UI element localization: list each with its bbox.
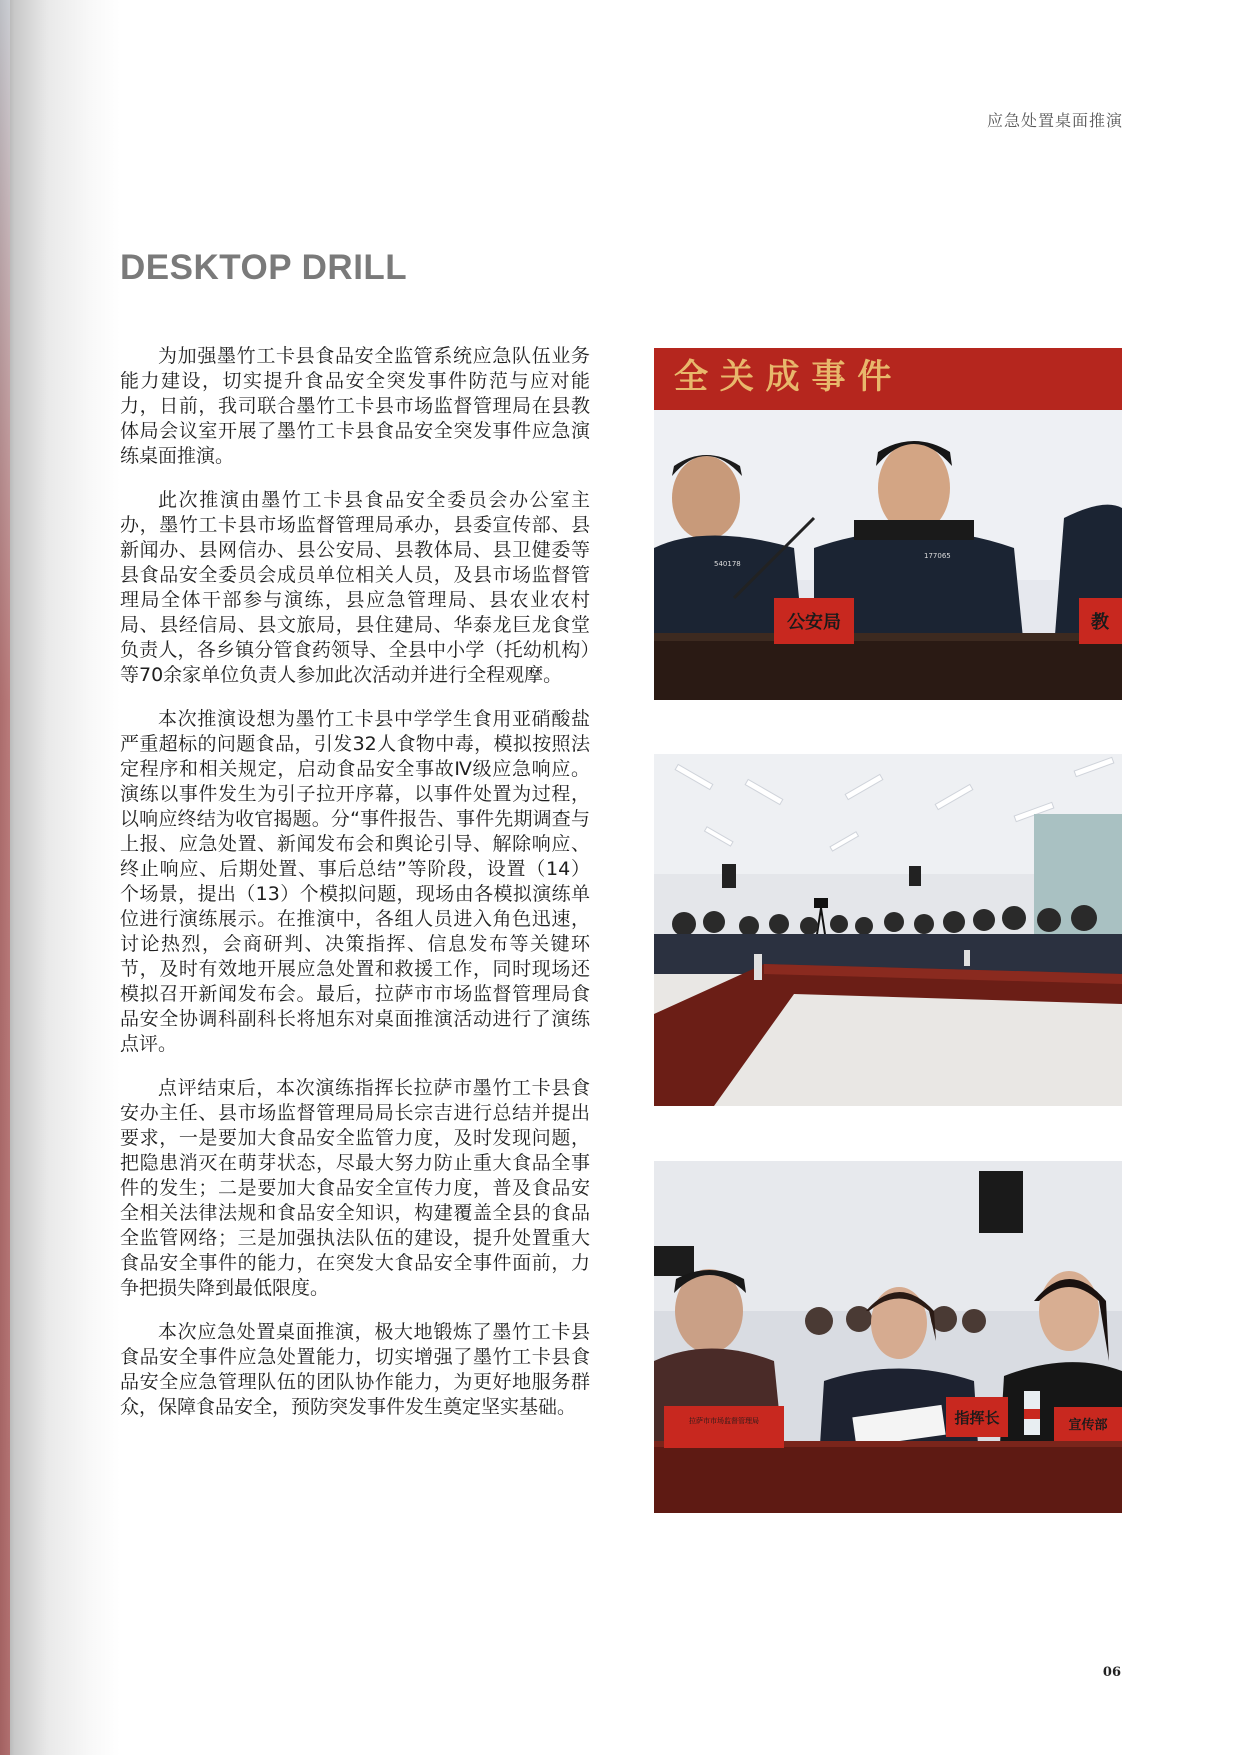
paragraph-3: 本次推演设想为墨竹工卡县中学学生食用亚硝酸盐严重超标的问题食品，引发32人食物中毒，模拟按照法定程序和相关规定，启动食品安全事故Ⅳ级应急响应。演练以事件发生为引子拉开序幕，以事件处置为过程，以响应终结为收官揭题。分“事件报告、事件先期调查与上报、应急处置、新闻发布会和舆论引导、解除响应、终止响应、后期处置、事后总结”等阶段，设置（14）个场景，提出（13）个模拟问题，现场由各模拟演练单位进行演练展示。在推演中，各组人员进入角色迅速，讨论热烈，会商研判、决策指挥、信息发布等关键环节，及时有效地开展应急处置和救援工作，同时现场还模拟召开新闻发布会。最后，拉萨市市场监督管理局食品安全协调科副科长将旭东对桌面推演活动进行了演练点评。 <box>120 708 590 1055</box>
page-number: 06 <box>1102 1665 1121 1680</box>
photo-conference-room <box>654 754 1122 1106</box>
photo-conference-room-image <box>654 754 1122 1106</box>
svg-text:宣传部: 宣传部 <box>1068 1418 1108 1433</box>
svg-text:指挥长: 指挥长 <box>954 1409 1000 1427</box>
photo-officers-speaking-image <box>654 348 1122 700</box>
nameplate <box>664 1406 784 1448</box>
photo-officers-speaking <box>654 348 1122 700</box>
svg-text:177065: 177065 <box>924 552 951 560</box>
paragraph-5: 本次应急处置桌面推演，极大地锻炼了墨竹工卡县食品安全事件应急处置能力，切实增强了墨竹工卡县食品安全应急管理队伍的团队协作能力，为更好地服务群众，保障食品安全，预防突发事件发生奠定坚实基础。 <box>120 1321 590 1418</box>
article-body <box>120 344 590 1439</box>
svg-text:全 关 成 事 件: 全 关 成 事 件 <box>674 357 892 397</box>
article-title: DESKTOP DRILL <box>120 248 408 287</box>
photo-participants-writing <box>654 1161 1122 1513</box>
paragraph-2: 此次推演由墨竹工卡县食品安全委员会办公室主办，墨竹工卡县市场监督管理局承办，县委宣传部、县新闻办、县网信办、县公安局、县教体局、县卫健委等县食品安全委员会成员单位相关人员，及县市场监督管理局全体干部参与演练，县应急管理局、县农业农村局、县经信局、县文旅局，县住建局、华泰龙巨龙食堂负责人，各乡镇分管食药领导、全县中小学（托幼机构）等70余家单位负责人参加此次活动并进行全程观摩。 <box>120 489 590 686</box>
paragraph-1: 为加强墨竹工卡县食品安全监管系统应急队伍业务能力建设，切实提升食品安全突发事件防范与应对能力，日前，我司联合墨竹工卡县市场监督管理局在县教体局会议室开展了墨竹工卡县食品安全突发事件应急演练桌面推演。 <box>120 345 590 467</box>
svg-text:教: 教 <box>1091 612 1109 633</box>
paragraph-4: 点评结束后，本次演练指挥长拉萨市墨竹工卡县食安办主任、县市场监督管理局局长宗吉进行总结并提出要求，一是要加大食品安全监管力度，及时发现问题，把隐患消灭在萌芽状态，尽最大努力防止重大食品全事件的发生；二是要加大食品安全宣传力度，普及食品安全相关法律法规和食品安全知识，构建覆盖全县的食品全监管网络；三是加强执法队伍的建设，提升处置重大食品安全事件的能力，在突发大食品安全事件面前，力争把损失降到最低限度。 <box>120 1077 590 1299</box>
svg-text:公安局: 公安局 <box>787 612 841 633</box>
svg-text:540178: 540178 <box>714 560 741 568</box>
svg-text:拉萨市市场监督管理局: 拉萨市市场监督管理局 <box>689 1417 759 1425</box>
section-header: 应急处置桌面推演 <box>986 111 1123 130</box>
page-edge-strip <box>0 0 10 1755</box>
photo-participants-writing-image <box>654 1161 1122 1513</box>
page-spine-shadow <box>0 0 120 1755</box>
